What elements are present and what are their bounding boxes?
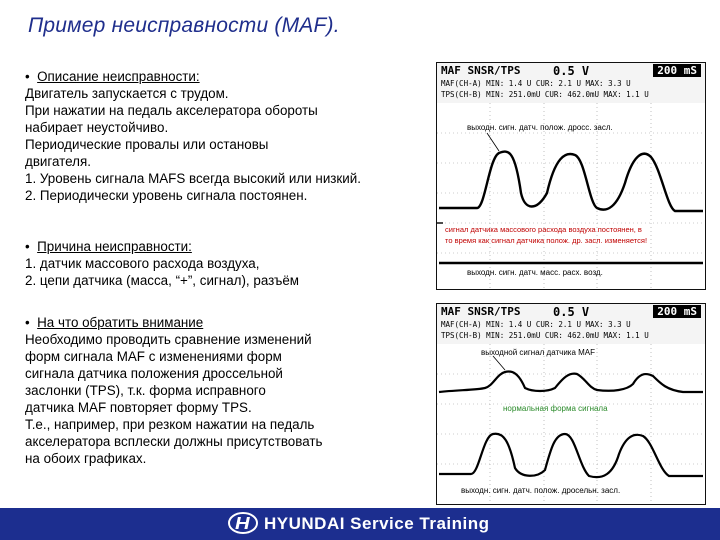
attention-line: сигнала датчика положения дроссельной — [25, 366, 283, 381]
fault-line: двигателя. — [25, 154, 91, 169]
attention-line: заслонки (TPS), т.к. форма исправного — [25, 383, 266, 398]
tps-label: выходн. сигн. датч. полож. дросс. засл. — [467, 123, 613, 132]
scope-timebase: 200 mS — [653, 64, 701, 77]
scope-waveform — [437, 344, 705, 504]
hyundai-logo-icon — [228, 512, 258, 534]
tps-trace — [439, 152, 703, 211]
attention-line: Т.е., например, при резком нажатии на педаль — [25, 417, 315, 432]
oscilloscope-faulty — [436, 62, 706, 290]
cause-line: 1. датчик массового расхода воздуха, — [25, 256, 260, 271]
oscilloscope-normal — [436, 303, 706, 505]
attention-line: форм сигнала MAF с изменениями форм — [25, 349, 282, 364]
cause-line: 2. цепи датчика (масса, “+”, сигнал), разъём — [25, 273, 299, 288]
attention-heading: На что обратить внимание — [37, 315, 204, 330]
scope-timebase: 200 mS — [653, 305, 701, 318]
scope-maf-readout: MAF(CH-A) MIN: 1.4 U CUR: 2.1 U MAX: 3.3 U — [441, 79, 631, 88]
fault-line: При нажатии на педаль акселератора обороты — [25, 103, 318, 118]
scope-tps-readout: TPS(CH-B) MIN: 251.0mU CUR: 462.0mU MAX: 1.1 U — [441, 331, 649, 340]
attention-block: • На что обратить внимание Необходимо проводить сравнение изменений форм сигнала MAF с изменениями форм сигнала датчика положения дроссельной заслонки (TPS), т.к. форма исправного датчика MAF повторяет форму TPS. Т.е., например, при резком нажатии на педаль акселератора всплески должны присутствовать на обоих графиках. — [25, 315, 323, 466]
scope-header — [437, 304, 705, 344]
maf-trace — [439, 372, 703, 392]
fault-note-line1: сигнал датчика массового расхода воздуха постоянен, в — [445, 225, 642, 234]
attention-line: на обоих графиках. — [25, 451, 147, 466]
footer-brand: HYUNDAI Service Training — [264, 514, 490, 533]
fault-description-heading: Описание неисправности: — [37, 69, 200, 84]
scope-tps-readout: TPS(CH-B) MIN: 251.0mU CUR: 462.0mU MAX: 1.1 U — [441, 90, 649, 99]
maf-label: выходной сигнал датчика MAF — [481, 348, 596, 357]
fault-cause-heading: Причина неисправности: — [37, 239, 192, 254]
fault-description-block: • Описание неисправности: Двигатель запускается с трудом. При нажатии на педаль акселератора обороты набирает неустойчиво. Периодические провалы или остановы двигателя. 1. Уровень сигнала MAFS всегда высокий или низкий. 2. Периодически уровень сигнала постоянен. — [25, 69, 361, 203]
scope-maf-readout: MAF(CH-A) MIN: 1.4 U CUR: 2.1 U MAX: 3.3 U — [441, 320, 631, 329]
attention-line: датчика MAF повторяет форму TPS. — [25, 400, 252, 415]
scope-voltage: 0.5 V — [553, 305, 590, 319]
attention-line: акселератора всплески должны присутствовать — [25, 434, 323, 449]
tps-label: выходн. сигн. датч. полож. дросельн. засл. — [461, 486, 621, 495]
fault-line: Периодические провалы или остановы — [25, 137, 269, 152]
slide-title: Пример неисправности (MAF). — [28, 14, 340, 37]
tps-trace — [439, 434, 703, 477]
maf-label: выходн. сигн. датч. масс. расх. возд. — [467, 268, 603, 277]
fault-line: Двигатель запускается с трудом. — [25, 86, 229, 101]
scope-title: MAF SNSR/TPS — [441, 64, 521, 77]
attention-line: Необходимо проводить сравнение изменений — [25, 332, 312, 347]
fault-line: 1. Уровень сигнала MAFS всегда высокий или низкий. — [25, 171, 361, 186]
fault-cause-block: • Причина неисправности: 1. датчик массового расхода воздуха, 2. цепи датчика (масса, “+”, сигнал), разъём — [25, 239, 299, 288]
fault-line: набирает неустойчиво. — [25, 120, 169, 135]
scope-header — [437, 63, 705, 103]
fault-line: 2. Периодически уровень сигнала постоянен. — [25, 188, 308, 203]
fault-note-line2: то время как сигнал датчика полож. др. засл. изменяется! — [445, 236, 648, 245]
scope-voltage: 0.5 V — [553, 64, 590, 78]
normal-waveform-note: нормальная форма сигнала — [503, 404, 608, 413]
scope-title: MAF SNSR/TPS — [441, 305, 521, 318]
footer-bar — [0, 508, 720, 540]
